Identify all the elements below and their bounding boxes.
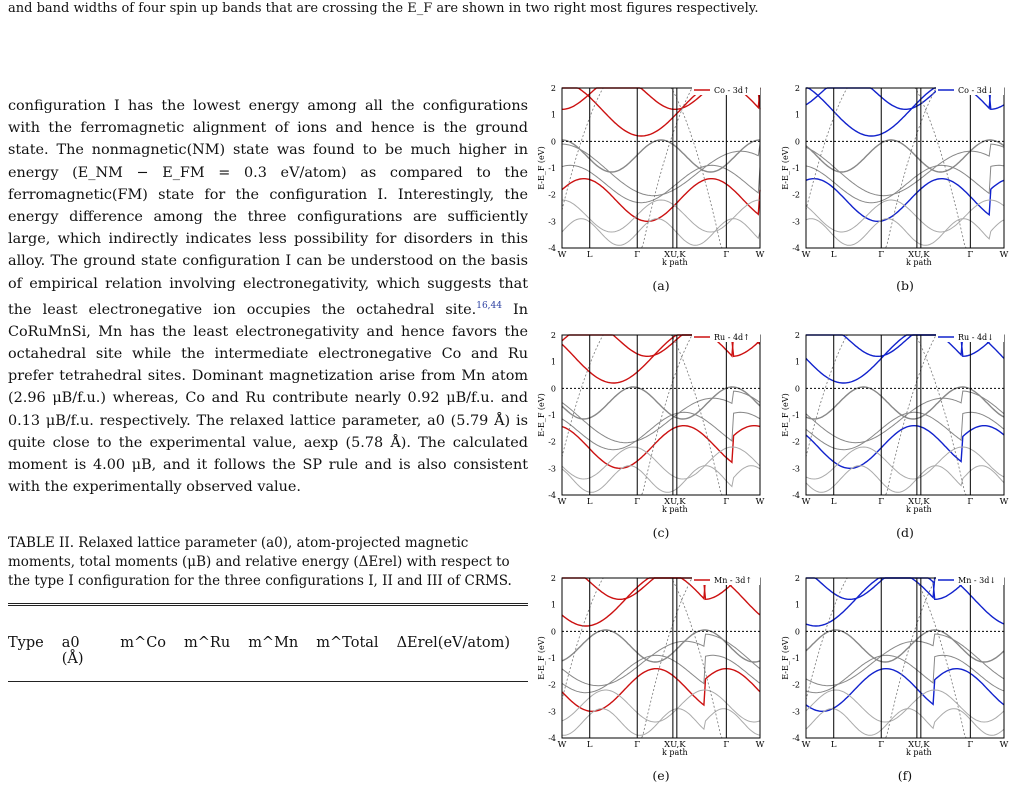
x-tick-label: Γ [723,250,730,260]
table-header-cell: m^Mn [248,635,299,652]
y-tick-label: -2 [548,190,556,200]
x-tick-label: XU,K [908,497,930,507]
plot-frame [562,335,760,495]
y-tick-label: -1 [548,411,556,420]
dotted-band-line [806,578,1004,738]
legend-label: Ru - 4d↑ [714,333,750,342]
y-axis-label: E-E_F (eV) [781,146,790,190]
table-caption: TABLE II. Relaxed lattice parameter (a0), atom-projected magnetic moments, total moments (μB) and relative energy (ΔErel) with respect to the type I configuration for the three configurations I, II and III of CRMS. [8,535,512,590]
y-tick-label: 1 [794,600,800,610]
y-tick-label: 1 [550,110,556,120]
y-tick-label: -2 [548,680,556,690]
x-tick-label: L [586,497,593,507]
band-line [562,165,760,202]
y-tick-label: -4 [548,491,556,500]
x-tick-label: Γ [634,250,641,260]
band-line [806,426,1004,469]
x-tick-label: Γ [634,740,641,750]
table-header-cell: Type [8,635,44,652]
x-tick-label: XU,K [908,250,930,260]
y-tick-label: 2 [550,574,556,583]
dotted-band-line [562,578,760,738]
band-structure-figure [530,80,1025,793]
dotted-band-line [806,335,1004,495]
y-tick-label: -2 [792,680,800,690]
y-tick-label: -4 [792,244,800,253]
x-axis-label: k path [906,748,932,757]
x-tick-label: W [557,250,567,260]
y-tick-label: -3 [548,217,556,227]
legend-label: Ru - 4d↓ [958,333,994,342]
legend-label: Co - 3d↓ [958,86,994,95]
dotted-band-line [562,335,760,495]
dotted-band-line [806,335,1004,495]
subfigure-label: (a) [652,278,670,293]
y-tick-label: -3 [792,707,800,717]
legend-label: Mn - 3d↑ [714,576,753,585]
x-tick-label: L [830,250,837,260]
citation[interactable]: 16,44 [476,300,502,311]
y-tick-label: -1 [792,654,800,663]
band-panel [532,574,782,779]
x-tick-label: XU,K [908,740,930,750]
x-axis-label: k path [662,505,688,514]
band-line [562,335,760,383]
y-tick-label: 1 [550,600,556,610]
x-tick-label: Γ [967,250,974,260]
x-tick-label: W [755,250,765,260]
x-tick-label: L [586,740,593,750]
y-axis-label: E-E_F (eV) [537,393,546,437]
band-line [806,144,1004,196]
table-header-cell: m^Total [316,635,379,652]
plot-frame [806,335,1004,495]
y-tick-label: -3 [792,217,800,227]
x-tick-label: Γ [878,497,885,507]
body-paragraph [8,95,528,498]
y-tick-label: 2 [794,331,800,340]
x-tick-label: Γ [967,740,974,750]
left-column [8,95,528,682]
x-tick-label: XU,K [664,497,686,507]
y-axis-label: E-E_F (eV) [781,393,790,437]
x-tick-label: Γ [723,740,730,750]
band-line [562,412,760,449]
body-text-part-2: In CoRuMnSi, Mn has the least electronegativity and hence favors the octahedral site while the intermediate electronegative Co and Ru prefer tetrahedral sites. Dominant magnetization arise from Mn atom (2.96 μB/f.u.) whereas, Co and Ru contribute nearly 0.92 μB/f.u. and 0.13 μB/f.u. respectively. The relaxed lattice parameter, a0 (5.79 Å) is quite close to the experimental value, aexp (5.78 Å). The calculated moment is 4.00 μB, and it follows the SP rule and is also consistent with the experimentally observed value. [8,301,528,496]
x-tick-label: L [586,250,593,260]
band-line [562,219,760,246]
y-axis-label: E-E_F (eV) [537,146,546,190]
y-tick-label: -4 [792,491,800,500]
x-tick-label: W [557,497,567,507]
band-line [562,690,760,722]
band-line [806,219,1004,246]
y-tick-label: 0 [550,384,556,394]
x-tick-label: W [999,250,1009,260]
subfigure-label: (d) [896,525,914,540]
x-tick-label: Γ [967,497,974,507]
band-line [806,709,1004,736]
subfigure-label: (b) [896,278,914,293]
x-tick-label: W [801,250,811,260]
band-line [562,634,760,686]
x-tick-label: Γ [878,740,885,750]
figure-caption-continuation: and band widths of four spin up bands that are crossing the E_F are shown in two right most figures respectively. [8,1,759,16]
y-tick-label: 2 [794,84,800,93]
dotted-band-line [806,578,1004,738]
x-tick-label: W [557,740,567,750]
y-tick-label: 0 [794,627,800,637]
dotted-band-line [562,335,760,495]
legend-label: Co - 3d↑ [714,86,750,95]
band-line [562,709,760,736]
table-header-cell: a0 (Å) [61,635,84,668]
band-line [806,690,1004,722]
table-header-cell: m^Ru [184,635,231,652]
y-tick-label: 2 [794,574,800,583]
band-line [562,630,760,662]
y-tick-label: -2 [792,437,800,447]
band-panel [776,331,1025,536]
y-tick-label: -4 [548,734,556,743]
x-tick-label: W [801,497,811,507]
band-panel [532,84,782,289]
legend-label: Mn - 3d↓ [958,576,997,585]
table-header-cell: m^Co [120,635,167,652]
y-tick-label: -3 [548,707,556,717]
x-tick-label: Γ [634,497,641,507]
band-line [562,88,760,136]
dotted-band-line [562,578,760,738]
band-line [562,669,760,712]
subfigure-label: (e) [652,768,670,783]
y-tick-label: -4 [548,244,556,253]
y-tick-label: 1 [550,357,556,367]
band-line [806,655,1004,692]
y-tick-label: -1 [792,164,800,173]
x-axis-label: k path [906,258,932,267]
x-tick-label: L [830,740,837,750]
x-tick-label: W [755,497,765,507]
y-tick-label: -1 [548,654,556,663]
x-tick-label: W [999,497,1009,507]
table-header-row [8,606,528,681]
band-line [806,140,1004,172]
y-tick-label: 2 [550,84,556,93]
x-tick-label: Γ [878,250,885,260]
x-tick-label: W [755,740,765,750]
x-tick-label: W [999,740,1009,750]
y-tick-label: 0 [550,627,556,637]
plot-frame [562,578,760,738]
x-axis-label: k path [662,748,688,757]
band-line [806,412,1004,449]
band-line [806,578,1004,626]
y-tick-label: -2 [792,190,800,200]
band-line [562,466,760,493]
subfigure-label: (f) [897,768,913,783]
y-tick-label: 1 [794,110,800,120]
y-tick-label: 1 [794,357,800,367]
plot-frame [806,578,1004,738]
y-tick-label: -3 [548,464,556,474]
table-header-cell: ΔErel(eV/atom) [396,635,510,652]
band-line [806,335,1004,383]
band-line [562,200,760,232]
y-tick-label: 0 [550,137,556,147]
x-tick-label: W [801,740,811,750]
x-axis-label: k path [906,505,932,514]
x-tick-label: XU,K [664,740,686,750]
y-axis-label: E-E_F (eV) [537,636,546,680]
y-tick-label: -1 [792,411,800,420]
subfigure-label: (c) [652,525,670,540]
band-line [562,140,760,172]
x-tick-label: XU,K [664,250,686,260]
y-tick-label: 2 [550,331,556,340]
y-tick-label: -2 [548,437,556,447]
y-tick-label: -1 [548,164,556,173]
x-tick-label: L [830,497,837,507]
band-panel [776,84,1025,289]
x-tick-label: Γ [723,497,730,507]
x-axis-label: k path [662,258,688,267]
band-line [806,88,1004,136]
y-tick-label: -3 [792,464,800,474]
body-text-part-1: configuration I has the lowest energy among all the configurations with the ferromagnetic alignment of ions and hence is the ground state. The nonmagnetic(NM) state was found to be much higher in energy (E_NM − E_FM = 0.3 eV/atom) as compared to the ferromagnetic(FM) state for the configuration I. Interestingly, the energy difference among the three configurations are sufficiently large, which indirectly indicates less possibility for disorders in this alloy. The ground state configuration I can be understood on the basis of empirical relation involving electronegativity, which suggests that the least electronegative ion occupies the octahedral site. [8,98,528,318]
band-line [806,630,1004,662]
y-tick-label: 0 [794,137,800,147]
band-panel [776,574,1025,779]
band-line [806,466,1004,493]
y-axis-label: E-E_F (eV) [781,636,790,680]
table-header-rule [8,681,528,682]
band-panel [532,331,782,536]
y-tick-label: -4 [792,734,800,743]
y-tick-label: 0 [794,384,800,394]
